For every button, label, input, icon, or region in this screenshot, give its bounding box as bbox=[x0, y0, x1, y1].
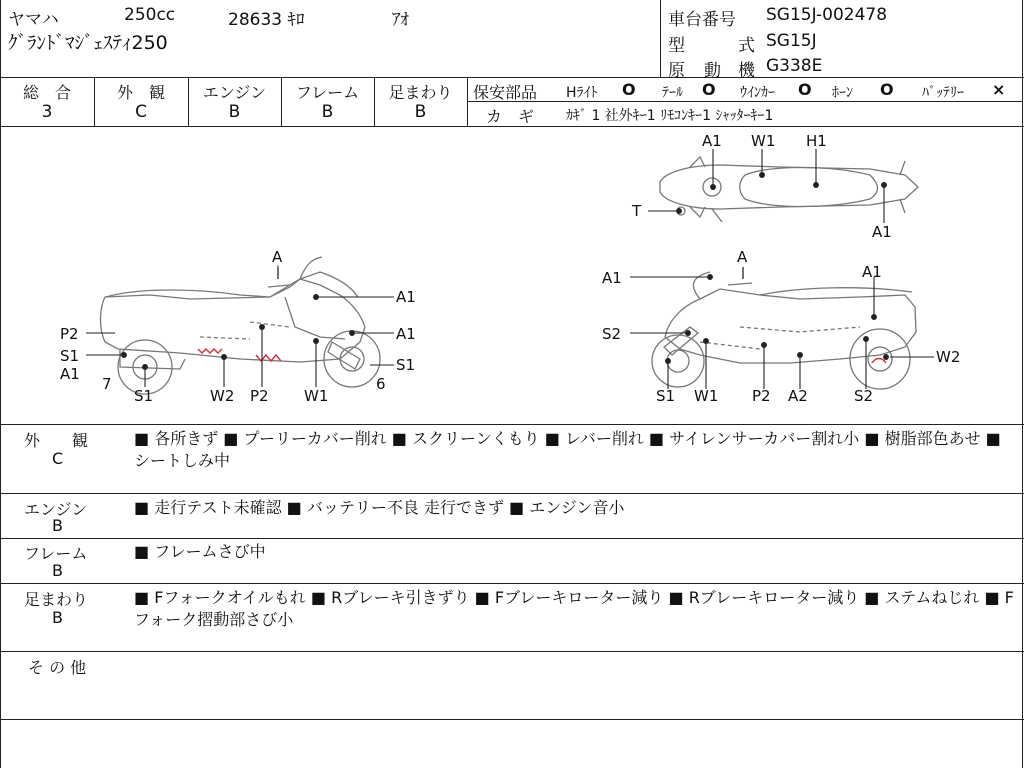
safety-item-winker: ｳｲﾝｶｰ bbox=[740, 85, 775, 101]
safety-item-battery: ﾊﾞｯﾃﾘｰ bbox=[922, 85, 964, 101]
divider bbox=[0, 77, 1024, 78]
detail-grade-engine: B bbox=[52, 516, 63, 535]
divider bbox=[0, 583, 1024, 584]
detail-label-exterior: 外 観 bbox=[24, 431, 89, 450]
frame-label: 車台番号 bbox=[668, 10, 736, 30]
label-right-s1: S1 bbox=[656, 387, 676, 405]
color: ｱｵ bbox=[392, 10, 409, 30]
label-right-a2: A2 bbox=[788, 387, 808, 405]
label-right-a1-left: A1 bbox=[602, 269, 622, 287]
label-left-s1-bottom: S1 bbox=[134, 387, 154, 405]
scooter-right-side bbox=[652, 267, 916, 389]
label-left-a1-top: A1 bbox=[396, 288, 416, 306]
label-right-a: A bbox=[737, 248, 748, 266]
label-top-h1: H1 bbox=[806, 132, 827, 150]
detail-text-exterior: ■ 各所きず ■ プーリーカバー削れ ■ スクリーンくもり ■ レバー削れ ■ サイレンサーカバー割れ小 ■ 樹脂部色あせ ■ シートしみ中 bbox=[134, 429, 1001, 470]
detail-text-engine: ■ 走行テスト未確認 ■ バッテリー不良 走行できず ■ エンジン音小 bbox=[134, 498, 625, 517]
detail-label-frame: フレーム bbox=[24, 544, 88, 563]
detail-grade-suspension: B bbox=[52, 608, 63, 627]
scooter-left-side bbox=[100, 257, 380, 394]
frame-number: SG15J-002478 bbox=[766, 5, 888, 25]
divider bbox=[0, 538, 1024, 539]
detail-text-frame: ■ フレームさび中 bbox=[134, 542, 266, 561]
safety-mark-tail: O bbox=[702, 80, 716, 99]
engine-value: G338E bbox=[766, 56, 823, 76]
divider bbox=[0, 424, 1024, 425]
keys-value: ｶｷﾞ 1 社外ｷｰ1 ﾘﾓｺﾝｷｰ1 ｼｬｯﾀｰｷｰ1 bbox=[566, 108, 774, 124]
safety-item-horn: ﾎｰﾝ bbox=[832, 85, 853, 101]
grade-value-total: 3 bbox=[41, 102, 53, 122]
grade-value-exterior: C bbox=[135, 102, 147, 122]
label-left-p2: P2 bbox=[60, 325, 79, 343]
detail-grade-exterior: C bbox=[52, 449, 64, 468]
label-left-s1-right: S1 bbox=[396, 356, 416, 374]
label-top-a1-right: A1 bbox=[872, 223, 892, 241]
label-left-7: 7 bbox=[102, 375, 112, 393]
grade-label-engine: エンジン bbox=[202, 83, 267, 102]
label-top-w1: W1 bbox=[751, 132, 776, 150]
label-left-w1: W1 bbox=[304, 387, 329, 405]
grade-value-frame: B bbox=[321, 102, 334, 122]
label-left-s1: S1 bbox=[60, 347, 80, 365]
displacement: 250cc bbox=[124, 5, 176, 25]
label-left-p2-bottom: P2 bbox=[250, 387, 269, 405]
grade-label-suspension: 足まわり bbox=[388, 83, 453, 102]
label-left-a1-low: A1 bbox=[60, 365, 80, 383]
safety-mark-winker: O bbox=[798, 80, 812, 99]
safety-mark-headlight: O bbox=[622, 80, 636, 99]
grade-value-engine: B bbox=[228, 102, 241, 122]
engine-label-2: 動 bbox=[704, 61, 721, 81]
engine-label-3: 機 bbox=[738, 61, 755, 81]
safety-label: 保安部品 bbox=[473, 83, 538, 102]
label-right-p2: P2 bbox=[752, 387, 771, 405]
detail-text-suspension: ■ Fフォークオイルもれ ■ Rブレーキ引きずり ■ Fブレーキローター減り ■ Rブレーキローター減り ■ ステムねじれ ■ Fフォーク摺動部さび小 bbox=[134, 588, 1014, 629]
label-top-t: T bbox=[632, 202, 642, 220]
type-label-1: 型 bbox=[668, 36, 685, 56]
detail-grade-frame: B bbox=[52, 561, 63, 580]
damage-diagram bbox=[0, 127, 1022, 424]
damage-marks bbox=[198, 349, 886, 363]
safety-mark-battery: × bbox=[992, 80, 1006, 99]
label-right-w1: W1 bbox=[694, 387, 719, 405]
label-right-a1-top: A1 bbox=[862, 263, 882, 281]
type-label-2: 式 bbox=[738, 36, 755, 56]
model-name: ｸﾞﾗﾝﾄﾞﾏｼﾞｪｽﾃｨ250 bbox=[8, 32, 168, 54]
detail-label-other: そ の 他 bbox=[28, 658, 87, 677]
label-right-w2: W2 bbox=[936, 348, 961, 366]
label-left-6: 6 bbox=[376, 375, 386, 393]
label-left-a1-mid: A1 bbox=[396, 325, 416, 343]
grade-label-exterior: 外 観 bbox=[116, 83, 165, 102]
divider bbox=[0, 493, 1024, 494]
label-left-a: A bbox=[272, 248, 283, 266]
detail-label-engine: エンジン bbox=[24, 500, 88, 519]
safety-item-headlight: Hﾗｲﾄ bbox=[566, 85, 598, 101]
label-top-a1: A1 bbox=[702, 132, 722, 150]
engine-label-1: 原 bbox=[668, 61, 685, 81]
border-right bbox=[1022, 0, 1023, 768]
scooter-top-view bbox=[660, 157, 918, 222]
mileage: 28633 ｷﾛ bbox=[228, 10, 305, 30]
grade-label-total: 総 合 bbox=[22, 83, 71, 102]
label-right-s2: S2 bbox=[602, 325, 622, 343]
divider bbox=[0, 651, 1024, 652]
label-right-s2-bottom: S2 bbox=[854, 387, 874, 405]
grade-divider bbox=[467, 78, 468, 126]
divider bbox=[0, 719, 1024, 720]
safety-item-tail: ﾃｰﾙ bbox=[662, 85, 683, 101]
safety-mark-horn: O bbox=[880, 80, 894, 99]
header-divider bbox=[660, 0, 661, 78]
detail-label-suspension: 足まわり bbox=[24, 590, 89, 609]
keys-label: カ ギ bbox=[486, 107, 535, 126]
type-value: SG15J bbox=[766, 31, 817, 51]
maker: ヤマハ bbox=[8, 10, 59, 30]
grade-label-frame: フレーム bbox=[295, 83, 360, 102]
label-left-w2: W2 bbox=[210, 387, 235, 405]
grade-value-suspension: B bbox=[414, 102, 427, 122]
